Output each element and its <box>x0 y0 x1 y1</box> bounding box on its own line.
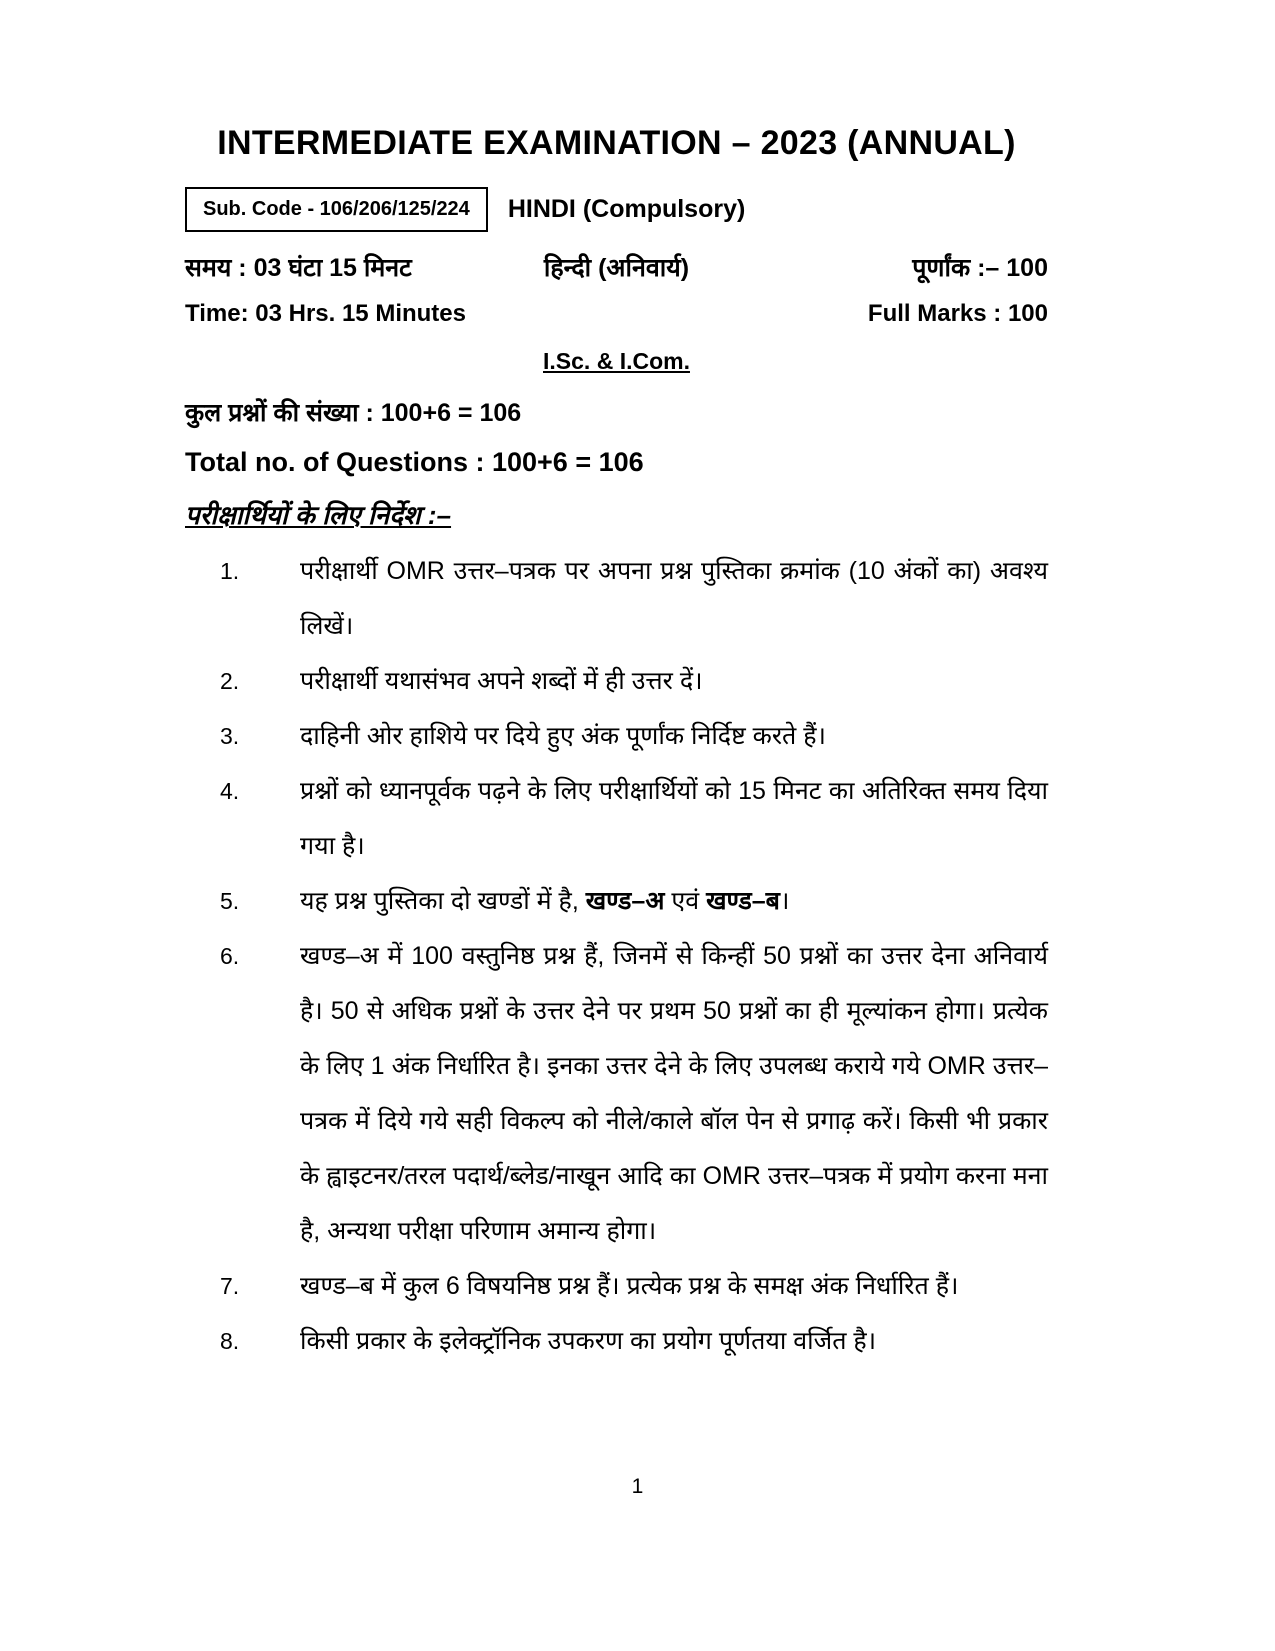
instruction-item <box>185 764 1048 874</box>
instruction-text: प्रश्नों को ध्यानपूर्वक पढ़ने के लिए परीक्षार्थियों को 15 मिनट का अतिरिक्त समय दिया गया है। <box>300 777 1048 860</box>
total-questions-english: Total no. of Questions : 100+6 = 106 <box>185 447 644 477</box>
instructions-list <box>185 544 1048 1369</box>
time-english: Time: 03 Hrs. 15 Minutes <box>185 300 466 327</box>
instruction-number: 5. <box>220 888 240 914</box>
instructions-heading: परीक्षार्थियों के लिए निर्देश :– <box>185 500 452 530</box>
instruction-number: 1. <box>220 558 240 584</box>
page-title: INTERMEDIATE EXAMINATION – 2023 (ANNUAL) <box>217 124 1016 162</box>
instruction-number: 3. <box>220 723 240 749</box>
instruction-text: किसी प्रकार के इलेक्ट्रॉनिक उपकरण का प्रयोग पूर्णतया वर्जित है। <box>300 1327 877 1355</box>
instruction-item <box>185 654 1048 709</box>
time-marks-row-english <box>185 300 1048 328</box>
subcode-row <box>185 187 1048 232</box>
instruction-item <box>185 874 1048 929</box>
subject-name-english: HINDI (Compulsory) <box>507 195 746 223</box>
instruction-item <box>185 1314 1048 1369</box>
full-marks-english: Full Marks : 100 <box>867 300 1048 327</box>
instruction-item <box>185 1259 1048 1314</box>
total-questions-hindi: कुल प्रश्नों की संख्या : 100+6 = 106 <box>185 399 522 427</box>
instruction-text: दाहिनी ओर हाशिये पर दिये हुए अंक पूर्णांक निर्दिष्ट करते हैं। <box>300 722 826 750</box>
page-number: 1 <box>631 1475 644 1498</box>
instruction-number: 2. <box>220 668 240 694</box>
instruction-item <box>185 544 1048 654</box>
instruction-item <box>185 709 1048 764</box>
instruction-item <box>185 929 1048 1259</box>
full-marks-hindi: पूर्णांक :– 100 <box>912 254 1048 282</box>
subject-code-box: Sub. Code - 106/206/125/224 <box>185 187 488 232</box>
instruction-text: खण्ड–अ में 100 वस्तुनिष्ठ प्रश्न हैं, जिनमें से किन्हीं 50 प्रश्नों का उत्तर देना अनिवार्य है। 50 से अधिक प्रश्नों के उत्तर देने पर प्रथम 50 प्रश्नों का ही मूल्यांकन होगा। प्रत्येक के लिए 1 अंक निर्धारित है। इनका उत्तर देने के लिए उपलब्ध कराये गये OMR उत्तर–पत्रक में दिये गये सही विकल्प को नीले/काले बॉल पेन से प्रगाढ़ करें। किसी भी प्रकार के ह्वाइटनर/तरल पदार्थ/ब्लेड/नाखून आदि का OMR उत्तर–पत्रक में प्रयोग करना मना है, अन्यथा परीक्षा परिणाम अमान्य होगा। <box>300 942 1048 1245</box>
instruction-number: 8. <box>220 1328 240 1354</box>
instruction-number: 7. <box>220 1273 240 1299</box>
time-hindi: समय : 03 घंटा 15 मिनट <box>185 254 412 282</box>
subject-name-hindi: हिन्दी (अनिवार्य) <box>543 254 690 282</box>
instruction-text: परीक्षार्थी OMR उत्तर–पत्रक पर अपना प्रश्न पुस्तिका क्रमांक (10 अंकों का) अवश्य लिखें। <box>300 557 1048 640</box>
instruction-text: खण्ड–ब में कुल 6 विषयनिष्ठ प्रश्न हैं। प्रत्येक प्रश्न के समक्ष अंक निर्धारित हैं। <box>300 1272 959 1300</box>
stream-label: I.Sc. & I.Com. <box>543 348 690 374</box>
instruction-text: परीक्षार्थी यथासंभव अपने शब्दों में ही उत्तर दें। <box>300 667 703 695</box>
time-marks-row-hindi <box>185 250 1048 284</box>
instruction-number: 4. <box>220 778 240 804</box>
instruction-number: 6. <box>220 943 240 969</box>
instruction-text: यह प्रश्न पुस्तिका दो खण्डों में है, खण्ड–अ एवं खण्ड–ब। <box>300 887 790 915</box>
